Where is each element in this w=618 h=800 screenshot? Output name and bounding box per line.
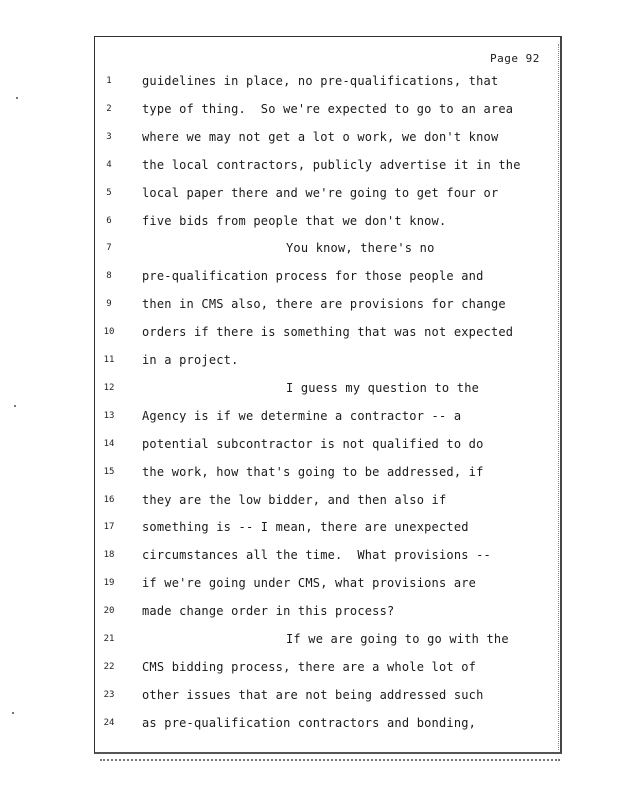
transcript-line <box>0 239 618 257</box>
transcript-line <box>0 463 618 481</box>
line-number: 11 <box>103 355 115 365</box>
line-number: 24 <box>103 717 115 728</box>
transcript-line <box>0 295 618 313</box>
line-text: the local contractors, publicly advertise it in the <box>142 157 521 172</box>
line-number: 3 <box>106 131 112 142</box>
line-number: 17 <box>103 522 115 533</box>
line-text: five bids from people that we don't know. <box>142 213 447 228</box>
line-number: 6 <box>106 215 112 226</box>
line-text: then in CMS also, there are provisions for change <box>142 297 506 312</box>
line-number: 23 <box>103 689 115 700</box>
line-number: 10 <box>103 327 115 338</box>
transcript-line <box>0 574 618 592</box>
transcript-line <box>0 184 618 202</box>
transcript-line <box>0 630 618 648</box>
line-text: type of thing. So we're expected to go to an area <box>142 101 514 116</box>
line-text: If we are going to go with the <box>286 632 509 646</box>
line-number: 12 <box>103 382 115 393</box>
line-text: other issues that are not being addressed such <box>142 687 484 702</box>
transcript-line <box>0 128 618 146</box>
line-text: if we're going under CMS, what provisions are <box>142 576 477 591</box>
transcript-line <box>0 351 618 369</box>
line-number: 13 <box>103 410 115 421</box>
transcript-line <box>0 714 618 732</box>
transcript-line <box>0 156 618 174</box>
line-text: pre-qualification process for those people and <box>142 269 484 284</box>
transcript-line <box>0 379 618 397</box>
line-number: 21 <box>103 634 115 644</box>
line-number: 16 <box>103 494 115 505</box>
transcript-line <box>0 100 618 118</box>
line-text: circumstances all the time. What provisions -- <box>142 548 491 563</box>
line-text: something is -- I mean, there are unexpected <box>142 520 469 535</box>
transcript-line <box>0 602 618 620</box>
line-text: made change order in this process? <box>142 604 395 619</box>
line-text: where we may not get a lot o work, we don't know <box>142 129 499 144</box>
line-text: the work, how that's going to be addressed, if <box>142 464 484 479</box>
line-number: 4 <box>106 159 112 170</box>
transcript-line <box>0 435 618 453</box>
line-text: Agency is if we determine a contractor -- a <box>142 408 462 423</box>
line-number: 7 <box>106 243 112 254</box>
line-text: CMS bidding process, there are a whole lot of <box>142 659 477 674</box>
transcript-line <box>0 686 618 704</box>
transcript-line <box>0 518 618 536</box>
transcript-line <box>0 267 618 285</box>
transcript-line <box>0 658 618 676</box>
line-number: 5 <box>106 187 112 198</box>
line-number: 20 <box>103 606 115 617</box>
frame-bottom-border <box>100 757 560 761</box>
line-text: as pre-qualification contractors and bonding, <box>142 715 477 730</box>
line-number: 9 <box>106 299 112 310</box>
transcript-line <box>0 407 618 425</box>
line-number: 8 <box>106 271 112 282</box>
transcript-line <box>0 323 618 341</box>
line-text: in a project. <box>142 353 239 367</box>
line-number: 15 <box>103 466 115 477</box>
line-text: You know, there's no <box>286 241 435 256</box>
page-number: Page 92 <box>490 52 540 65</box>
transcript-line <box>0 72 618 90</box>
line-text: orders if there is something that was not expected <box>142 325 514 340</box>
line-number: 22 <box>103 661 115 672</box>
line-number: 1 <box>106 76 112 86</box>
line-text: I guess my question to the <box>286 380 480 395</box>
transcript-line <box>0 212 618 230</box>
line-text: guidelines in place, no pre-qualifications, that <box>142 74 499 88</box>
transcript-line <box>0 546 618 564</box>
line-number: 18 <box>103 550 115 561</box>
transcript-line <box>0 491 618 509</box>
line-text: they are the low bidder, and then also if <box>142 492 447 507</box>
line-text: local paper there and we're going to get four or <box>142 185 499 200</box>
line-number: 2 <box>106 103 112 114</box>
scan-speck <box>16 97 18 99</box>
line-number: 14 <box>103 438 115 449</box>
line-text: potential subcontractor is not qualified to do <box>142 436 484 451</box>
line-number: 19 <box>103 578 115 589</box>
